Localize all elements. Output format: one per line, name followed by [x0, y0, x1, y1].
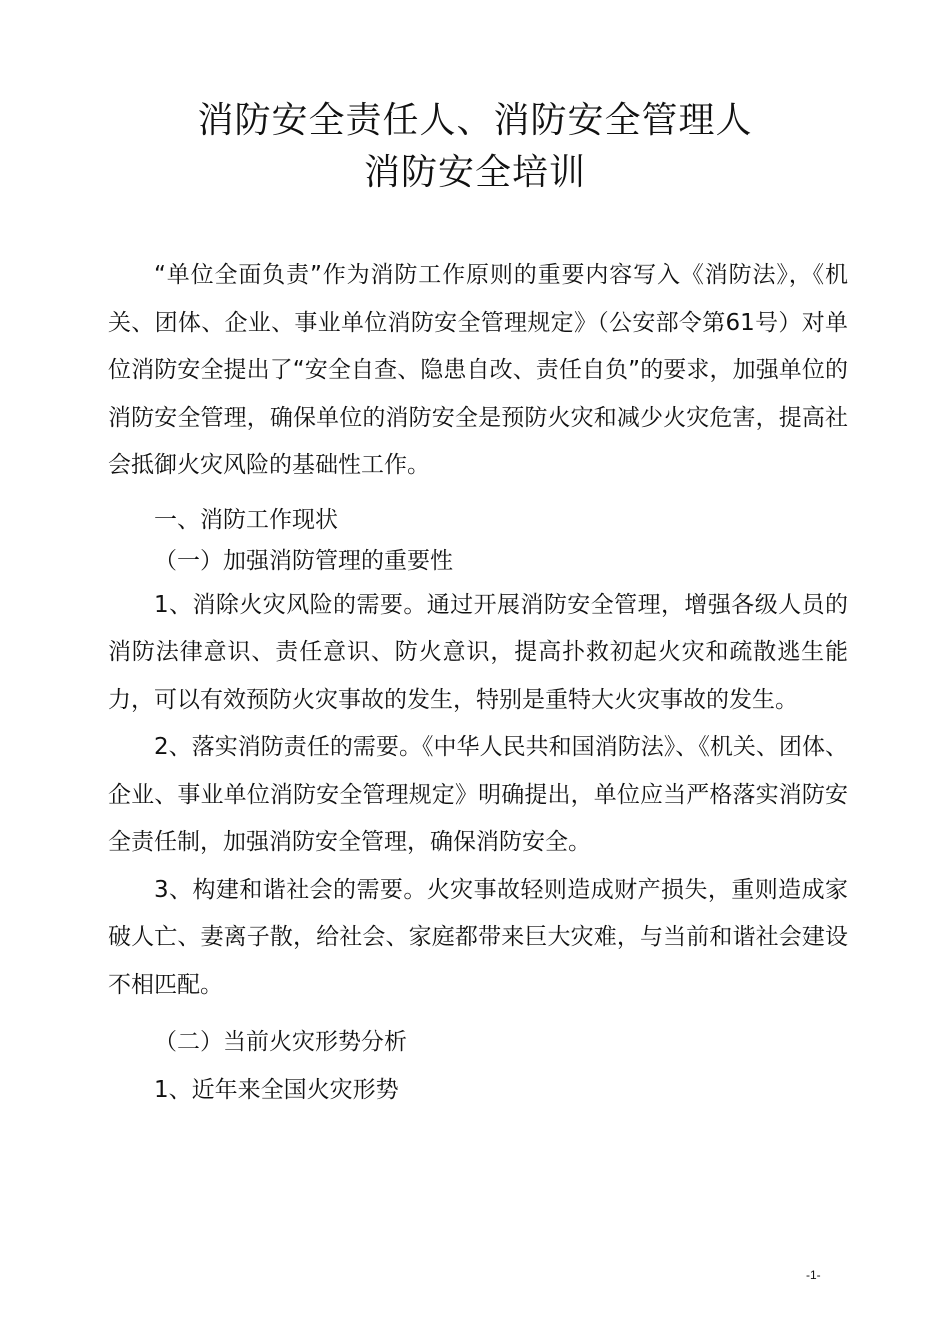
title-line-2: 消防安全培训 [363, 152, 586, 193]
document-title [0, 95, 950, 199]
paragraph-item-3: 3、构建和谐社会的需要。火灾事故轻则造成财产损失，重则造成家破人亡、妻离子散，给社会、家庭都带来巨大灾难，与当前和谐社会建设不相匹配。 [108, 876, 848, 998]
subsection-2-item-1: 1、近年来全国火灾形势 [154, 1076, 399, 1103]
paragraph-item-1: 1、消除火灾风险的需要。通过开展消防安全管理，增强各级人员的消防法律意识、责任意识、防火意识，提高扑救初起火灾和疏散逃生能力，可以有效预防火灾事故的发生，特别是重特大火灾事故的发生。 [108, 591, 848, 713]
subsection-1-heading: （一）加强消防管理的重要性 [154, 547, 453, 574]
paragraph-item-2: 2、落实消防责任的需要。《中华人民共和国消防法》、《机关、团体、企业、事业单位消防安全管理规定》明确提出，单位应当严格落实消防安全责任制，加强消防安全管理，确保消防安全。 [108, 734, 848, 855]
section-1-heading: 一、消防工作现状 [154, 506, 338, 533]
document-body [108, 252, 848, 1114]
subsection-2-heading: （二）当前火灾形势分析 [154, 1029, 407, 1055]
intro-paragraph: “单位全面负责”作为消防工作原则的重要内容写入《消防法》，《机关、团体、企业、事业单位消防安全管理规定》（公安部令第61号）对单位消防安全提出了“安全自查、隐患自改、责任自负”的要求，加强单位的消防安全管理，确保单位的消防安全是预防火灾和减少火灾危害，提高社会抵御火灾风险的基础性工作。 [108, 262, 848, 478]
page-number: -1- [806, 1268, 821, 1282]
title-line-1: 消防安全责任人、消防安全管理人 [197, 100, 753, 141]
